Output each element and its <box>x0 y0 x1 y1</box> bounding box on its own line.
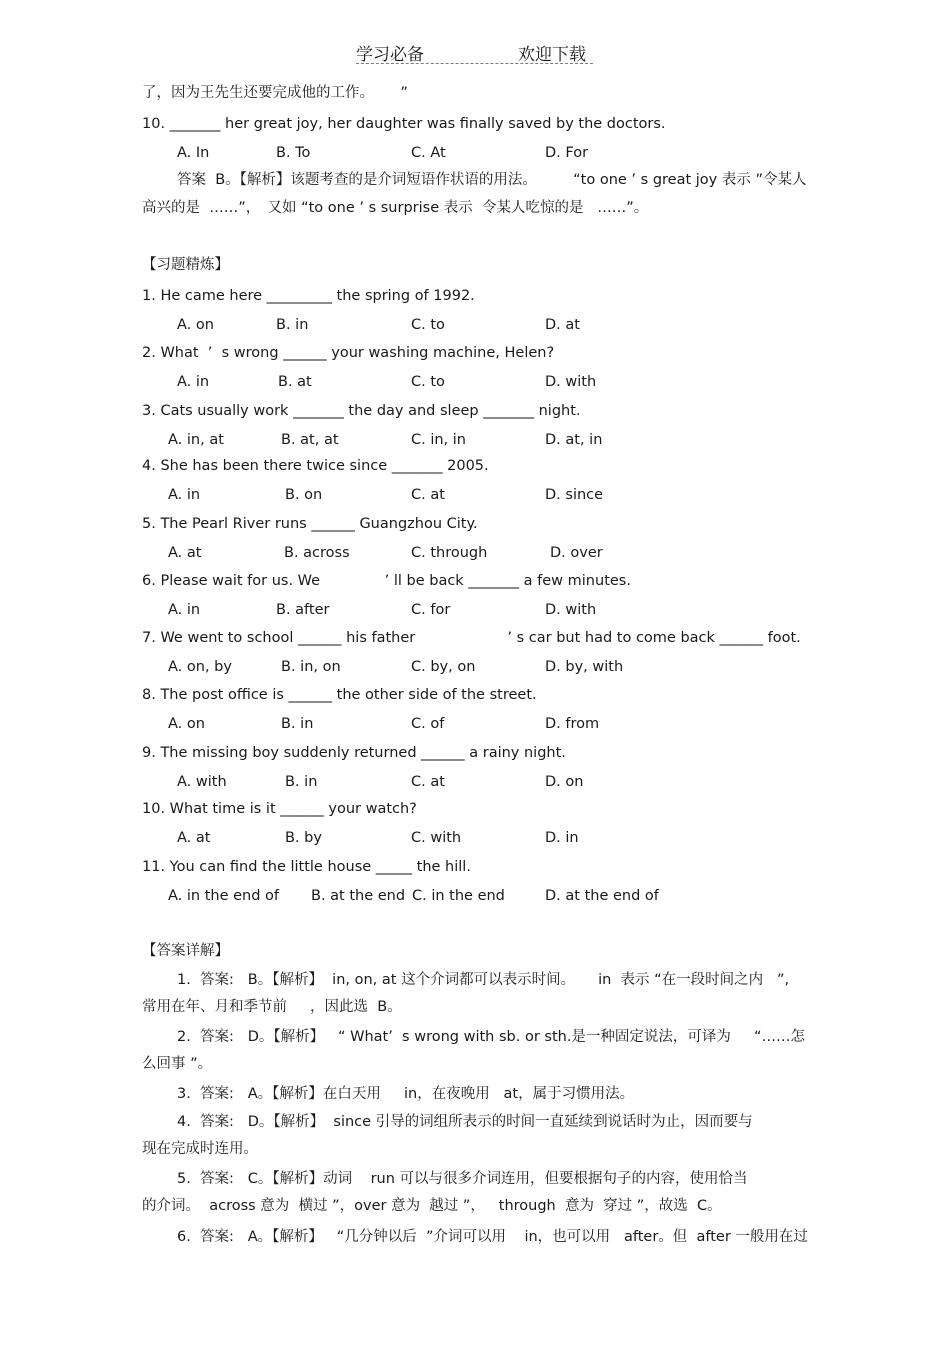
question-option: B. by <box>285 830 322 846</box>
answer-line: 4. 答案: D。【解析】 since 引导的词组所表示的时间一直延续到说话时为止，因而要与 <box>177 1114 753 1130</box>
answer-line: 1. 答案: B。【解析】 in, on, at 这个介词都可以表示时间。 in 表示 “在一段时间之内 ”, <box>177 972 790 988</box>
question-option: C. of <box>411 716 445 732</box>
question-option: D. with <box>545 374 597 390</box>
question-option: C. in, in <box>411 432 466 448</box>
question-option: D. at <box>545 317 580 333</box>
question-option: C. to <box>411 374 445 390</box>
answer-line: 2. 答案: D。【解析】 “ What’ s wrong with sb. or sth.是一种固定说法，可译为 “……怎 <box>177 1029 805 1045</box>
question-option: B. across <box>284 545 350 561</box>
question-option: B. at <box>278 374 312 390</box>
intro-option-d: D. For <box>545 145 589 161</box>
question-option: B. in <box>281 716 314 732</box>
header-underline <box>356 63 593 64</box>
question-text: 2. What ’ s wrong ______ your washing machine, Helen? <box>142 345 555 361</box>
question-option: C. in the end <box>412 888 505 904</box>
question-option: A. on <box>177 317 214 333</box>
question-option: A. at <box>177 830 211 846</box>
practice-title: 【习题精炼】 <box>142 257 229 273</box>
header-right: 欢迎下载 <box>518 45 586 65</box>
intro-answer-line2: 高兴的是 ……”， 又如 “to one ’ s surprise 表示 令某人吃惊的是 ……”。 <box>142 200 649 216</box>
question-option: A. on, by <box>168 659 232 675</box>
question-option: A. in <box>168 602 201 618</box>
question-text: 9. The missing boy suddenly returned ______ a rainy night. <box>142 745 566 761</box>
question-option: C. for <box>411 602 451 618</box>
question-option: D. by, with <box>545 659 624 675</box>
question-option: C. to <box>411 317 445 333</box>
question-option: D. in <box>545 830 579 846</box>
question-option: D. over <box>550 545 603 561</box>
question-option: D. with <box>545 602 597 618</box>
question-text: 6. Please wait for us. We ’ ll be back _______ a few minutes. <box>142 573 631 589</box>
header-left: 学习必备 <box>356 45 424 65</box>
intro-option-c: C. At <box>411 145 446 161</box>
question-option: B. in <box>285 774 318 790</box>
question-option: B. in <box>276 317 309 333</box>
intro-line: 了，因为王先生还要完成他的工作。 ” <box>142 85 408 101</box>
question-text: 8. The post office is ______ the other side of the street. <box>142 687 537 703</box>
question-option: B. after <box>276 602 330 618</box>
answers-title: 【答案详解】 <box>142 943 229 959</box>
question-option: D. on <box>545 774 584 790</box>
question-option: C. with <box>411 830 462 846</box>
question-option: A. in <box>168 487 201 503</box>
question-option: B. at, at <box>281 432 339 448</box>
question-option: D. at, in <box>545 432 603 448</box>
answer-line: 现在完成时连用。 <box>142 1141 258 1157</box>
question-option: C. at <box>411 774 445 790</box>
question-option: A. at <box>168 545 202 561</box>
question-text: 10. What time is it ______ your watch? <box>142 801 417 817</box>
question-option: C. at <box>411 487 445 503</box>
question-text: 11. You can find the little house _____ the hill. <box>142 859 471 875</box>
answer-line: 5. 答案: C。【解析】动词 run 可以与很多介词连用，但要根据句子的内容，使用恰当 <box>177 1171 748 1187</box>
answer-line: 的介词。 across 意为 横过 ”，over 意为 越过 ”， through 意为 穿过 ”，故选 C。 <box>142 1198 722 1214</box>
question-option: D. from <box>545 716 600 732</box>
intro-option-a: A. In <box>177 145 210 161</box>
question-option: B. on <box>285 487 323 503</box>
answer-line: 6. 答案: A。【解析】 “几分钟以后 ”介词可以用 in，也可以用 after。但 after 一般用在过 <box>177 1229 808 1245</box>
question-option: A. in <box>177 374 210 390</box>
question-option: B. in, on <box>281 659 341 675</box>
answer-line: 3. 答案: A。【解析】在白天用 in，在夜晚用 at，属于习惯用法。 <box>177 1086 635 1102</box>
question-option: D. at the end of <box>545 888 659 904</box>
question-option: A. with <box>177 774 227 790</box>
question-text: 7. We went to school ______ his father ’ s car but had to come back ______ foot. <box>142 630 801 646</box>
intro-option-b: B. To <box>276 145 311 161</box>
question-option: A. in the end of <box>168 888 280 904</box>
question-option: C. by, on <box>411 659 476 675</box>
question-option: B. at the end <box>311 888 406 904</box>
question-option: A. on <box>168 716 205 732</box>
question-option: D. since <box>545 487 604 503</box>
question-text: 5. The Pearl River runs ______ Guangzhou City. <box>142 516 478 532</box>
question-text: 3. Cats usually work _______ the day and sleep _______ night. <box>142 403 581 419</box>
question-text: 4. She has been there twice since _______ 2005. <box>142 458 489 474</box>
question-option: A. in, at <box>168 432 224 448</box>
question-10-intro: 10. _______ her great joy, her daughter was finally saved by the doctors. <box>142 116 666 132</box>
answer-line: 常用在年、月和季节前 ，因此选 B。 <box>142 999 402 1015</box>
intro-answer-line1: 答案 B。【解析】该题考查的是介词短语作状语的用法。 “to one ’ s great joy 表示 ”令某人 <box>177 172 807 188</box>
answer-line: 么回事 ”。 <box>142 1056 213 1072</box>
question-option: C. through <box>411 545 488 561</box>
question-text: 1. He came here _________ the spring of 1992. <box>142 288 475 304</box>
